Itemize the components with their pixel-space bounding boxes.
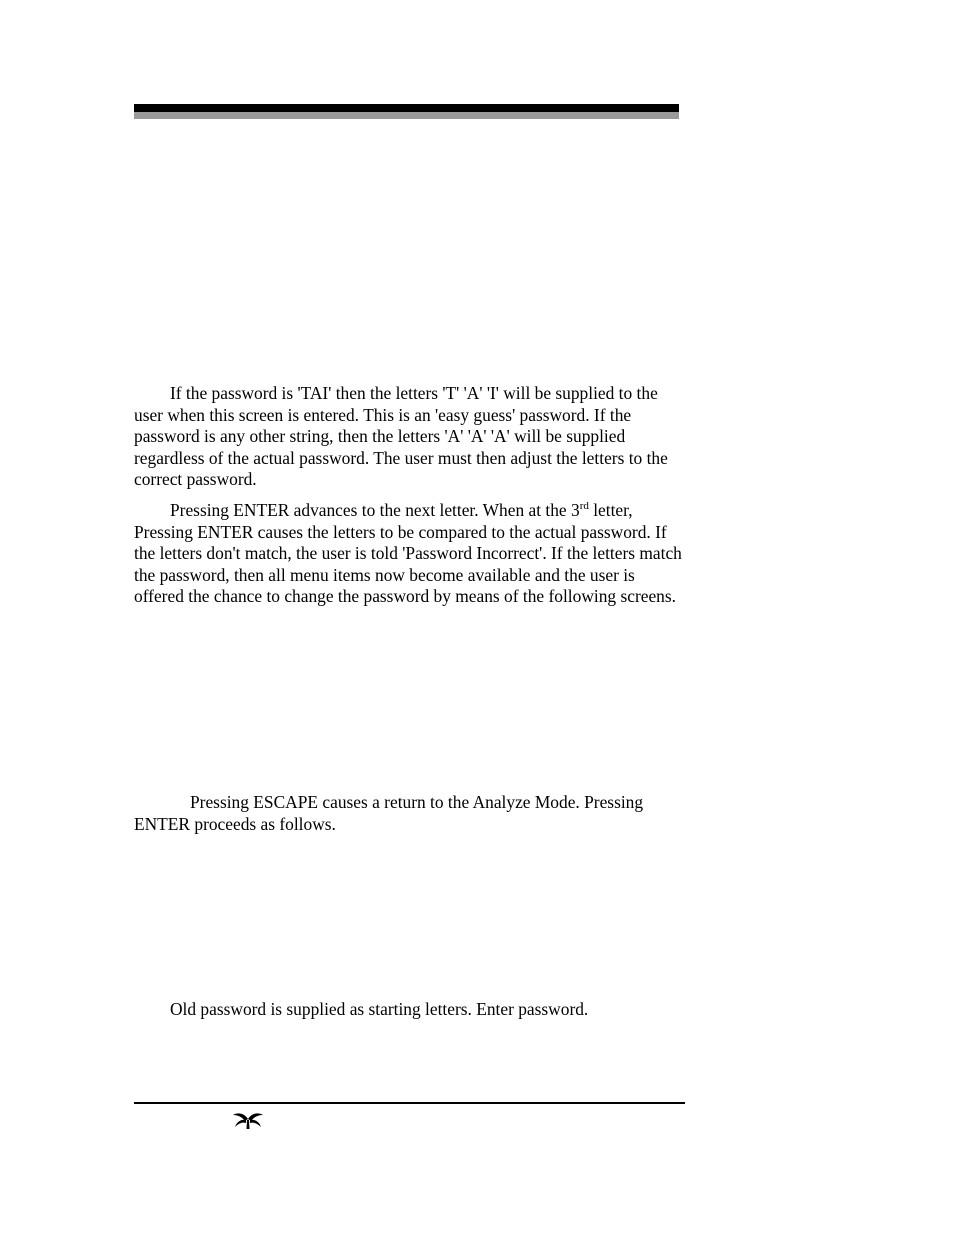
paragraph-old-password-text: Old password is supplied as starting letters. Enter password. — [170, 999, 589, 1019]
ordinal-suffix: rd — [579, 500, 589, 512]
paragraph-old-password — [134, 999, 682, 1021]
header-rule-shadow — [134, 112, 679, 119]
paragraph-easy-guess-password — [134, 383, 682, 491]
paragraph-easy-guess-password-text: If the password is 'TAI' then the letters 'T' 'A' 'I' will be supplied to the user when this screen is entered. This is an 'easy guess' password. If the password is any other string, then the letters 'A' 'A' 'A' will be supplied regardless of the actual password. The user must then adjust the letters to the correct password. — [134, 383, 668, 490]
footer-rule — [134, 1102, 685, 1104]
paragraph-enter-advances-text-end: letter, Pressing ENTER causes the letters to be compared to the actual password. If the letters don't match, the user is told 'Password Incorrect'. If the letters match the password, then all menu items now become available and the user is offered the chance to change the password by means of the following screens. — [134, 500, 682, 607]
paragraph-escape-returns — [134, 792, 682, 835]
paragraph-enter-advances — [134, 500, 682, 608]
teledyne-logo-icon — [232, 1110, 264, 1130]
paragraph-escape-returns-text: Pressing ESCAPE causes a return to the Analyze Mode. Pressing ENTER proceeds as follows. — [134, 792, 644, 834]
header-rule — [134, 104, 679, 112]
paragraph-enter-advances-text-start: Pressing ENTER advances to the next letter. When at the 3 — [170, 500, 580, 520]
